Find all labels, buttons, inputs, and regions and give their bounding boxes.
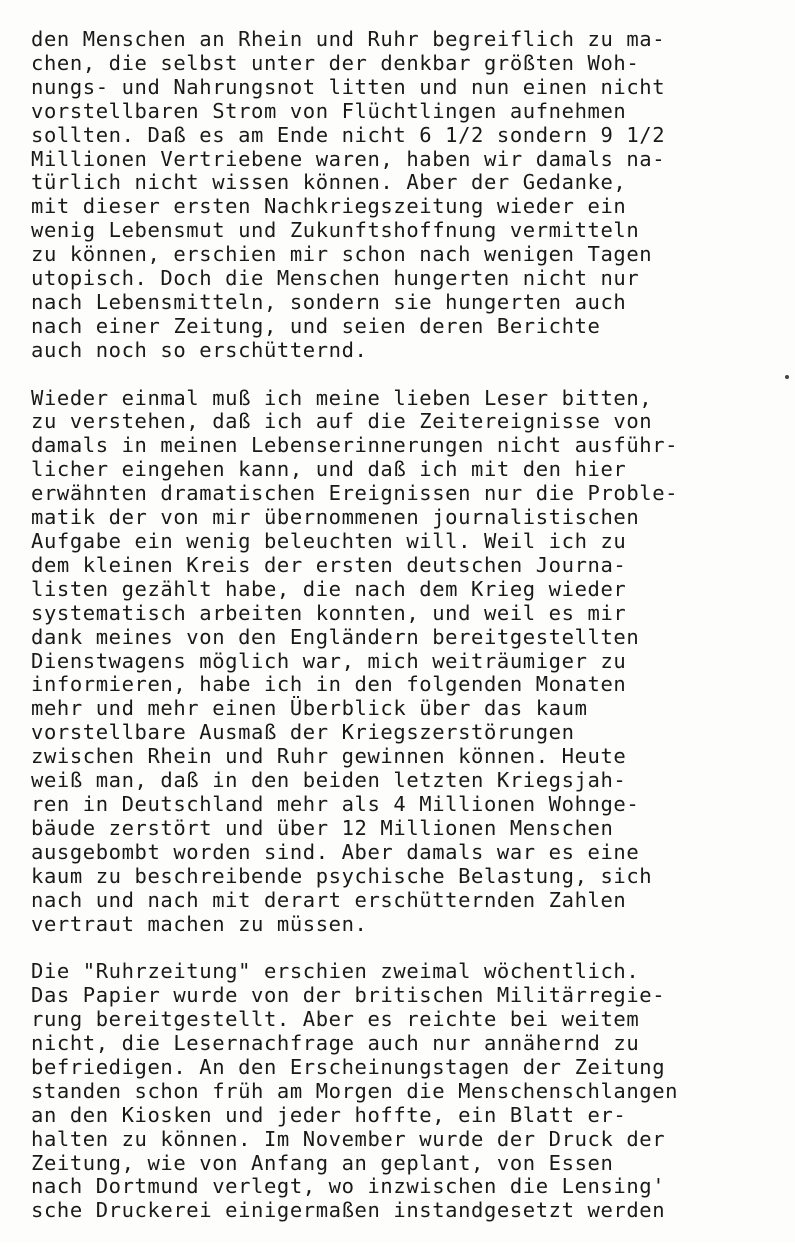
body-text: [31, 28, 791, 1247]
text-line: Dienstwagens möglich war, mich weiträumiger zu: [31, 648, 627, 673]
text-line: Die "Ruhrzeitung" erschien zweimal wöchentlich.: [31, 959, 640, 984]
text-line: rung bereitgestellt. Aber es reichte bei weitem: [31, 1007, 640, 1032]
text-line: listen gezählt habe, die nach dem Krieg wieder: [31, 576, 627, 601]
text-line: Wieder einmal muß ich meine lieben Leser bitten,: [31, 385, 653, 410]
text-line: nach einer Zeitung, und seien deren Berichte: [31, 313, 601, 338]
text-line: dank meines von den Engländern bereitgestellten: [31, 624, 640, 649]
text-line: den Menschen an Rhein und Ruhr begreiflich zu ma-: [31, 27, 666, 51]
text-line: Millionen Vertriebene waren, haben wir damals na-: [31, 146, 666, 171]
text-line: zu verstehen, daß ich auf die Zeitereignisse von: [31, 409, 653, 434]
text-line: sche Druckerei einigermaßen instandgesetzt werden: [31, 1198, 666, 1223]
text-line: Das Papier wurde von der britischen Militärregie-: [31, 983, 666, 1008]
text-line: nach Lebensmitteln, sondern sie hungerten auch: [31, 289, 627, 314]
text-line: weiß man, daß in den beiden letzten Kriegsjah-: [31, 768, 627, 793]
text-line: systematisch arbeiten konnten, und weil es mir: [31, 600, 627, 625]
text-line: zwischen Rhein und Ruhr gewinnen können. Heute: [31, 744, 627, 769]
text-line: mit dieser ersten Nachkriegszeitung wieder ein: [31, 194, 627, 219]
text-line: kaum zu beschreibende psychische Belastung, sich: [31, 863, 653, 888]
text-line: an den Kiosken und jeder hoffte, ein Blatt er-: [31, 1102, 627, 1127]
text-line: nungs- und Nahrungsnot litten und nun einen nicht: [31, 74, 666, 99]
text-line: bäude zerstört und über 12 Millionen Menschen: [31, 815, 614, 840]
text-line: türlich nicht wissen können. Aber der Gedanke,: [31, 170, 627, 195]
text-line: nach und nach mit derart erschütternden Zahlen: [31, 887, 627, 912]
text-line: Zeitung, wie von Anfang an geplant, von Essen: [31, 1150, 614, 1175]
text-line: vorstellbare Ausmaß der Kriegszerstörungen: [31, 720, 575, 745]
text-line: vertraut machen zu müssen.: [31, 911, 368, 936]
text-line: chen, die selbst unter der denkbar größten Woh-: [31, 50, 640, 75]
paper-speck: [785, 375, 789, 379]
text-line: licher eingehen kann, und daß ich mit den hier: [31, 457, 627, 482]
text-line: mehr und mehr einen Überblick über das kaum: [31, 696, 588, 721]
text-line: Aufgabe ein wenig beleuchten will. Weil ich zu: [31, 529, 627, 554]
text-line: erwähnten dramatischen Ereignissen nur die Proble-: [31, 481, 679, 506]
text-line: vorstellbaren Strom von Flüchtlingen aufnehmen: [31, 98, 627, 123]
paragraph-3: [31, 960, 791, 1223]
text-line: informieren, habe ich in den folgenden Monaten: [31, 672, 627, 697]
text-line: dem kleinen Kreis der ersten deutschen Journa-: [31, 552, 627, 577]
text-line: ausgebombt worden sind. Aber damals war es eine: [31, 839, 640, 864]
text-line: halten zu können. Im November wurde der Druck der: [31, 1126, 666, 1151]
text-line: sollten. Daß es am Ende nicht 6 1/2 sondern 9 1/2: [31, 122, 666, 147]
paragraph-2: [31, 387, 791, 937]
text-line: utopisch. Doch die Menschen hungerten nicht nur: [31, 266, 640, 291]
paragraph-1: [31, 28, 791, 363]
text-line: damals in meinen Lebenserinnerungen nicht ausführ-: [31, 433, 679, 458]
text-line: wenig Lebensmut und Zukunftshoffnung vermitteln: [31, 218, 640, 243]
text-line: matik der von mir übernommenen journalistischen: [31, 505, 640, 530]
text-line: ren in Deutschland mehr als 4 Millionen Wohnge-: [31, 791, 640, 816]
text-line: nach Dortmund verlegt, wo inzwischen die Lensing': [31, 1174, 666, 1199]
text-line: standen schon früh am Morgen die Menschenschlangen: [31, 1078, 679, 1103]
text-line: auch noch so erschütternd.: [31, 337, 368, 362]
text-line: nicht, die Lesernachfrage auch nur annähernd zu: [31, 1031, 640, 1056]
text-line: zu können, erschien mir schon nach wenigen Tagen: [31, 242, 653, 267]
text-line: befriedigen. An den Erscheinungstagen der Zeitung: [31, 1054, 666, 1079]
